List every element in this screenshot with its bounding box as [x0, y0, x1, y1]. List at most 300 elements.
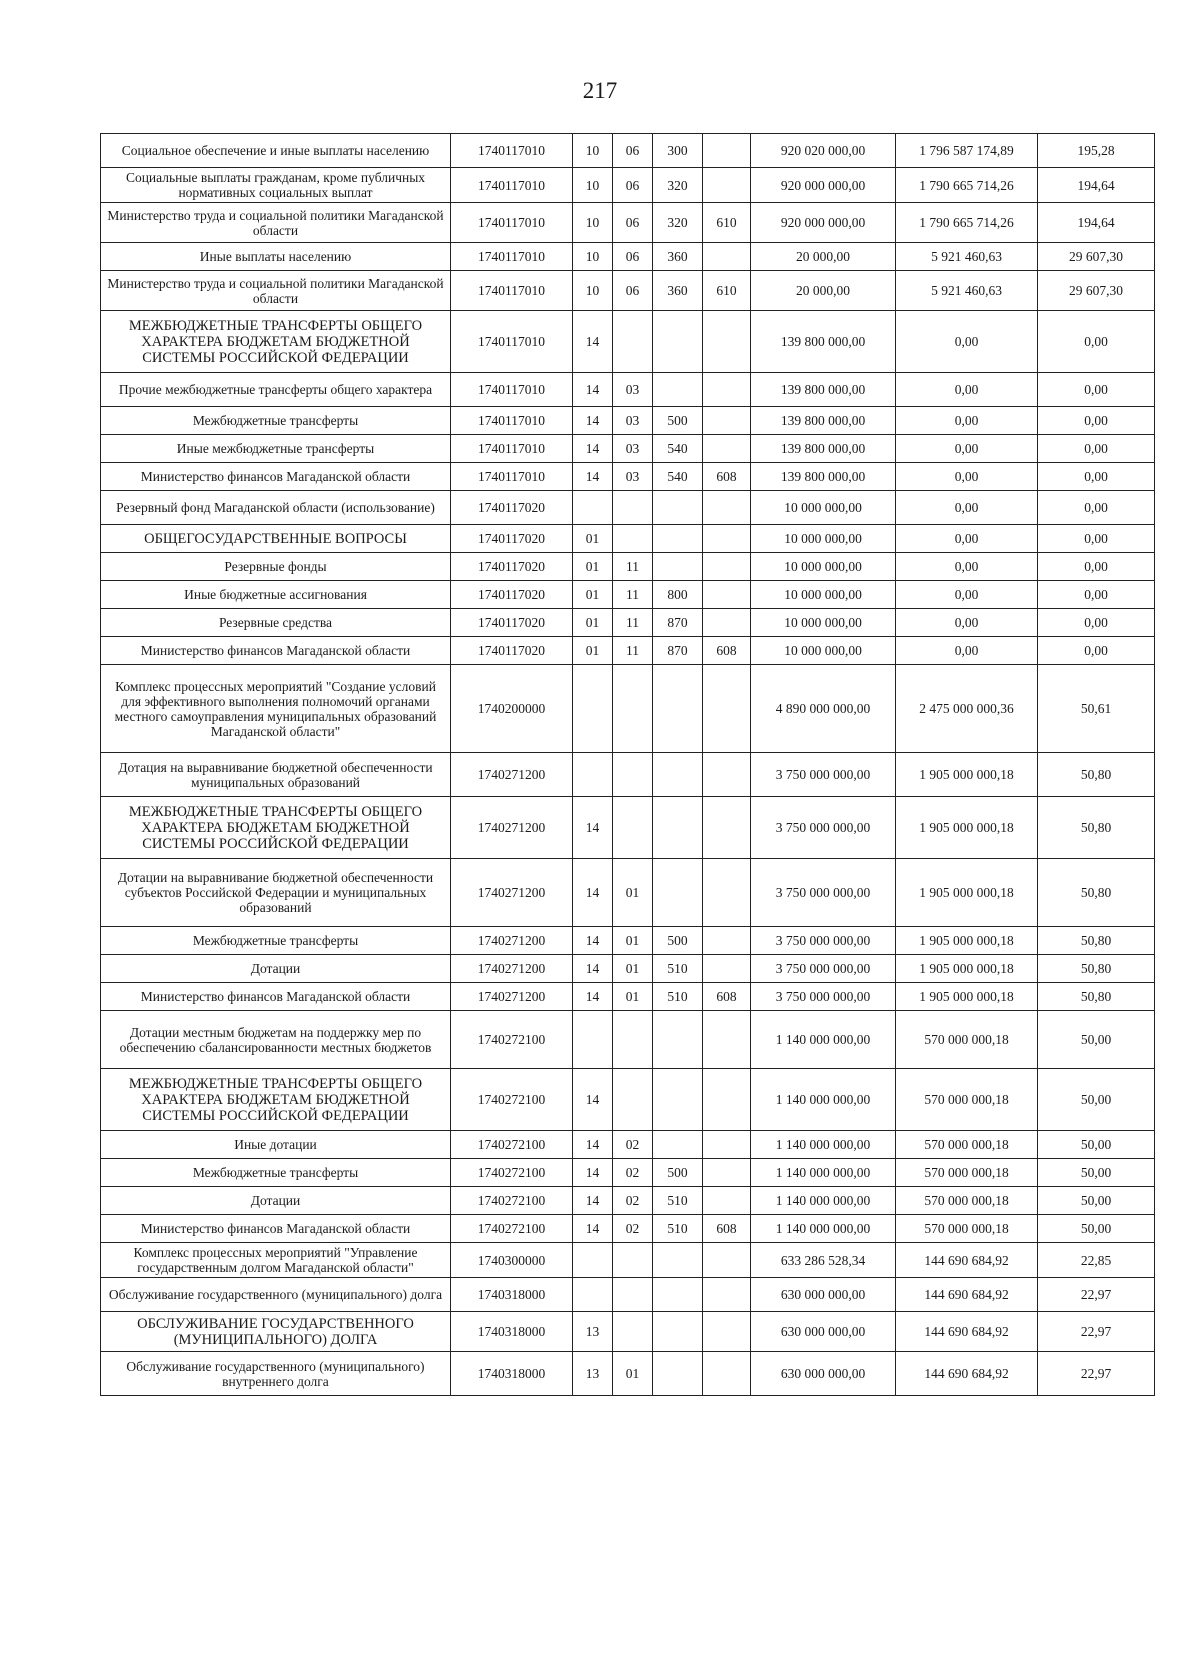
- cell-administrator: [703, 753, 751, 797]
- cell-subsection: 06: [613, 134, 653, 168]
- cell-actual: 570 000 000,18: [896, 1131, 1038, 1159]
- cell-expense-type: 500: [653, 1159, 703, 1187]
- cell-administrator: [703, 609, 751, 637]
- cell-target-article: 1740271200: [451, 859, 573, 927]
- cell-target-article: 1740272100: [451, 1011, 573, 1069]
- cell-name: Резервный фонд Магаданской области (использование): [101, 491, 451, 525]
- cell-expense-type: 360: [653, 243, 703, 271]
- cell-administrator: [703, 927, 751, 955]
- cell-subsection: 01: [613, 1352, 653, 1396]
- cell-percent: 0,00: [1038, 407, 1155, 435]
- cell-section: 01: [573, 637, 613, 665]
- cell-section: 14: [573, 1159, 613, 1187]
- cell-percent: 0,00: [1038, 373, 1155, 407]
- cell-administrator: [703, 311, 751, 373]
- cell-actual: 1 905 000 000,18: [896, 859, 1038, 927]
- cell-expense-type: [653, 1243, 703, 1278]
- cell-administrator: [703, 435, 751, 463]
- table-row: [101, 1187, 1155, 1215]
- cell-percent: 0,00: [1038, 463, 1155, 491]
- table-row: [101, 797, 1155, 859]
- table-row: [101, 407, 1155, 435]
- cell-target-article: 1740117010: [451, 463, 573, 491]
- cell-section: 13: [573, 1352, 613, 1396]
- cell-plan: 633 286 528,34: [751, 1243, 896, 1278]
- cell-name: Межбюджетные трансферты: [101, 407, 451, 435]
- cell-subsection: 11: [613, 609, 653, 637]
- table-row: [101, 1069, 1155, 1131]
- page-number: 217: [582, 78, 618, 103]
- budget-table: [100, 133, 1155, 1396]
- cell-actual: 0,00: [896, 581, 1038, 609]
- cell-subsection: 02: [613, 1159, 653, 1187]
- cell-plan: 139 800 000,00: [751, 407, 896, 435]
- table-row: [101, 983, 1155, 1011]
- cell-administrator: [703, 581, 751, 609]
- table-row: [101, 463, 1155, 491]
- cell-section: 14: [573, 1069, 613, 1131]
- cell-plan: 10 000 000,00: [751, 581, 896, 609]
- cell-administrator: [703, 525, 751, 553]
- cell-administrator: [703, 1187, 751, 1215]
- cell-actual: 1 790 665 714,26: [896, 203, 1038, 243]
- cell-percent: 50,61: [1038, 665, 1155, 753]
- cell-administrator: [703, 134, 751, 168]
- cell-name: Прочие межбюджетные трансферты общего характера: [101, 373, 451, 407]
- cell-section: 14: [573, 1187, 613, 1215]
- cell-expense-type: [653, 525, 703, 553]
- cell-administrator: [703, 1352, 751, 1396]
- cell-expense-type: 320: [653, 168, 703, 203]
- cell-expense-type: 800: [653, 581, 703, 609]
- cell-percent: 50,80: [1038, 983, 1155, 1011]
- cell-subsection: [613, 665, 653, 753]
- cell-percent: 0,00: [1038, 491, 1155, 525]
- cell-section: 10: [573, 203, 613, 243]
- cell-expense-type: 320: [653, 203, 703, 243]
- cell-section: 14: [573, 1215, 613, 1243]
- cell-expense-type: 540: [653, 435, 703, 463]
- table-row: [101, 134, 1155, 168]
- cell-actual: 2 475 000 000,36: [896, 665, 1038, 753]
- cell-plan: 1 140 000 000,00: [751, 1131, 896, 1159]
- cell-plan: 20 000,00: [751, 271, 896, 311]
- cell-actual: 0,00: [896, 311, 1038, 373]
- cell-expense-type: 500: [653, 927, 703, 955]
- cell-target-article: 1740272100: [451, 1215, 573, 1243]
- cell-expense-type: [653, 1352, 703, 1396]
- table-row: [101, 859, 1155, 927]
- cell-subsection: 02: [613, 1187, 653, 1215]
- cell-target-article: 1740318000: [451, 1278, 573, 1312]
- cell-target-article: 1740117010: [451, 407, 573, 435]
- cell-subsection: 11: [613, 581, 653, 609]
- cell-percent: 22,85: [1038, 1243, 1155, 1278]
- cell-plan: 3 750 000 000,00: [751, 859, 896, 927]
- table-row: [101, 753, 1155, 797]
- cell-actual: 570 000 000,18: [896, 1069, 1038, 1131]
- cell-actual: 0,00: [896, 637, 1038, 665]
- cell-name: МЕЖБЮДЖЕТНЫЕ ТРАНСФЕРТЫ ОБЩЕГО ХАРАКТЕРА БЮДЖЕТАМ БЮДЖЕТНОЙ СИСТЕМЫ РОССИЙСКОЙ ФЕДЕРАЦИИ: [101, 1069, 451, 1131]
- cell-percent: 50,80: [1038, 859, 1155, 927]
- cell-plan: 1 140 000 000,00: [751, 1215, 896, 1243]
- cell-name: Министерство финансов Магаданской области: [101, 1215, 451, 1243]
- cell-administrator: [703, 1069, 751, 1131]
- cell-subsection: 01: [613, 859, 653, 927]
- cell-plan: 1 140 000 000,00: [751, 1187, 896, 1215]
- cell-plan: 630 000 000,00: [751, 1352, 896, 1396]
- cell-subsection: [613, 311, 653, 373]
- table-row: [101, 491, 1155, 525]
- cell-actual: 0,00: [896, 463, 1038, 491]
- cell-subsection: 06: [613, 271, 653, 311]
- cell-target-article: 1740200000: [451, 665, 573, 753]
- cell-percent: 0,00: [1038, 609, 1155, 637]
- cell-expense-type: 540: [653, 463, 703, 491]
- cell-section: 01: [573, 581, 613, 609]
- cell-subsection: 02: [613, 1215, 653, 1243]
- cell-name: Иные выплаты населению: [101, 243, 451, 271]
- cell-target-article: 1740117010: [451, 435, 573, 463]
- cell-administrator: [703, 1312, 751, 1352]
- cell-percent: 22,97: [1038, 1278, 1155, 1312]
- cell-percent: 195,28: [1038, 134, 1155, 168]
- cell-actual: 1 905 000 000,18: [896, 797, 1038, 859]
- cell-administrator: [703, 1131, 751, 1159]
- cell-subsection: 03: [613, 435, 653, 463]
- cell-name: Межбюджетные трансферты: [101, 927, 451, 955]
- table-row: [101, 1011, 1155, 1069]
- cell-section: 14: [573, 983, 613, 1011]
- cell-subsection: 06: [613, 168, 653, 203]
- cell-expense-type: [653, 859, 703, 927]
- cell-administrator: [703, 1159, 751, 1187]
- cell-actual: 144 690 684,92: [896, 1352, 1038, 1396]
- cell-plan: 20 000,00: [751, 243, 896, 271]
- cell-expense-type: 510: [653, 1187, 703, 1215]
- cell-section: 13: [573, 1312, 613, 1352]
- cell-administrator: 610: [703, 203, 751, 243]
- cell-target-article: 1740117010: [451, 243, 573, 271]
- cell-actual: 1 790 665 714,26: [896, 168, 1038, 203]
- cell-administrator: [703, 859, 751, 927]
- cell-target-article: 1740271200: [451, 797, 573, 859]
- cell-percent: 50,80: [1038, 955, 1155, 983]
- cell-actual: 0,00: [896, 609, 1038, 637]
- cell-percent: 194,64: [1038, 168, 1155, 203]
- cell-administrator: [703, 553, 751, 581]
- cell-section: 14: [573, 311, 613, 373]
- cell-name: Министерство финансов Магаданской области: [101, 463, 451, 491]
- cell-section: 14: [573, 927, 613, 955]
- cell-percent: 50,00: [1038, 1011, 1155, 1069]
- cell-target-article: 1740117010: [451, 168, 573, 203]
- cell-plan: 1 140 000 000,00: [751, 1069, 896, 1131]
- table-row: [101, 271, 1155, 311]
- cell-actual: 5 921 460,63: [896, 271, 1038, 311]
- cell-target-article: 1740117020: [451, 553, 573, 581]
- cell-section: [573, 491, 613, 525]
- cell-section: 10: [573, 168, 613, 203]
- cell-plan: 10 000 000,00: [751, 553, 896, 581]
- cell-actual: 0,00: [896, 435, 1038, 463]
- cell-plan: 630 000 000,00: [751, 1312, 896, 1352]
- cell-percent: 29 607,30: [1038, 243, 1155, 271]
- cell-section: [573, 665, 613, 753]
- cell-target-article: 1740271200: [451, 753, 573, 797]
- cell-target-article: 1740271200: [451, 983, 573, 1011]
- cell-section: [573, 1011, 613, 1069]
- table-row: [101, 637, 1155, 665]
- cell-target-article: 1740318000: [451, 1312, 573, 1352]
- cell-target-article: 1740117020: [451, 581, 573, 609]
- cell-name: Межбюджетные трансферты: [101, 1159, 451, 1187]
- cell-plan: 1 140 000 000,00: [751, 1011, 896, 1069]
- cell-name: Социальные выплаты гражданам, кроме публичных нормативных социальных выплат: [101, 168, 451, 203]
- cell-section: 14: [573, 859, 613, 927]
- cell-actual: 1 905 000 000,18: [896, 983, 1038, 1011]
- cell-actual: 0,00: [896, 525, 1038, 553]
- cell-actual: 1 796 587 174,89: [896, 134, 1038, 168]
- cell-subsection: 06: [613, 203, 653, 243]
- cell-name: Комплекс процессных мероприятий "Создание условий для эффективного выполнения полномочий органами местного самоуправления муниципальных образований Магаданской области": [101, 665, 451, 753]
- cell-actual: 144 690 684,92: [896, 1312, 1038, 1352]
- cell-name: Иные межбюджетные трансферты: [101, 435, 451, 463]
- table-row: [101, 955, 1155, 983]
- cell-percent: 50,00: [1038, 1187, 1155, 1215]
- cell-percent: 50,00: [1038, 1069, 1155, 1131]
- cell-plan: 3 750 000 000,00: [751, 797, 896, 859]
- cell-name: Министерство финансов Магаданской области: [101, 637, 451, 665]
- cell-plan: 3 750 000 000,00: [751, 927, 896, 955]
- cell-percent: 0,00: [1038, 553, 1155, 581]
- cell-actual: 0,00: [896, 553, 1038, 581]
- cell-plan: 139 800 000,00: [751, 463, 896, 491]
- cell-subsection: 03: [613, 373, 653, 407]
- cell-plan: 10 000 000,00: [751, 609, 896, 637]
- cell-plan: 3 750 000 000,00: [751, 753, 896, 797]
- cell-target-article: 1740117020: [451, 637, 573, 665]
- cell-administrator: [703, 407, 751, 435]
- cell-actual: 5 921 460,63: [896, 243, 1038, 271]
- table-row: [101, 1352, 1155, 1396]
- cell-name: Дотация на выравнивание бюджетной обеспеченности муниципальных образований: [101, 753, 451, 797]
- cell-percent: 50,00: [1038, 1215, 1155, 1243]
- cell-actual: 0,00: [896, 373, 1038, 407]
- cell-expense-type: [653, 553, 703, 581]
- cell-name: МЕЖБЮДЖЕТНЫЕ ТРАНСФЕРТЫ ОБЩЕГО ХАРАКТЕРА БЮДЖЕТАМ БЮДЖЕТНОЙ СИСТЕМЫ РОССИЙСКОЙ ФЕДЕРАЦИИ: [101, 797, 451, 859]
- cell-percent: 0,00: [1038, 637, 1155, 665]
- cell-section: [573, 1243, 613, 1278]
- table-row: [101, 525, 1155, 553]
- cell-percent: 0,00: [1038, 435, 1155, 463]
- table-row: [101, 311, 1155, 373]
- cell-name: Дотации: [101, 955, 451, 983]
- cell-target-article: 1740272100: [451, 1187, 573, 1215]
- cell-expense-type: 510: [653, 983, 703, 1011]
- cell-actual: 570 000 000,18: [896, 1215, 1038, 1243]
- cell-actual: 570 000 000,18: [896, 1187, 1038, 1215]
- cell-section: 01: [573, 553, 613, 581]
- cell-expense-type: 500: [653, 407, 703, 435]
- cell-expense-type: 360: [653, 271, 703, 311]
- cell-percent: 22,97: [1038, 1312, 1155, 1352]
- cell-plan: 139 800 000,00: [751, 311, 896, 373]
- cell-expense-type: [653, 311, 703, 373]
- cell-target-article: 1740117010: [451, 134, 573, 168]
- cell-section: 14: [573, 955, 613, 983]
- cell-target-article: 1740272100: [451, 1069, 573, 1131]
- cell-administrator: [703, 243, 751, 271]
- cell-name: Обслуживание государственного (муниципального) внутреннего долга: [101, 1352, 451, 1396]
- cell-administrator: 608: [703, 463, 751, 491]
- cell-actual: 0,00: [896, 491, 1038, 525]
- cell-subsection: [613, 753, 653, 797]
- cell-percent: 0,00: [1038, 525, 1155, 553]
- table-body: [101, 134, 1155, 1396]
- cell-plan: 920 000 000,00: [751, 168, 896, 203]
- cell-target-article: 1740117010: [451, 373, 573, 407]
- cell-expense-type: [653, 1312, 703, 1352]
- table-row: [101, 927, 1155, 955]
- cell-subsection: 01: [613, 983, 653, 1011]
- cell-section: 14: [573, 373, 613, 407]
- cell-name: Дотации: [101, 1187, 451, 1215]
- cell-expense-type: [653, 797, 703, 859]
- cell-section: 01: [573, 525, 613, 553]
- cell-name: Министерство финансов Магаданской области: [101, 983, 451, 1011]
- cell-subsection: 11: [613, 637, 653, 665]
- table-row: [101, 1159, 1155, 1187]
- cell-administrator: 610: [703, 271, 751, 311]
- cell-target-article: 1740318000: [451, 1352, 573, 1396]
- cell-percent: 50,80: [1038, 797, 1155, 859]
- cell-name: Комплекс процессных мероприятий "Управление государственным долгом Магаданской области": [101, 1243, 451, 1278]
- cell-name: Министерство труда и социальной политики Магаданской области: [101, 203, 451, 243]
- cell-actual: 1 905 000 000,18: [896, 753, 1038, 797]
- cell-expense-type: [653, 1278, 703, 1312]
- cell-administrator: [703, 1278, 751, 1312]
- table-row: [101, 665, 1155, 753]
- cell-plan: 3 750 000 000,00: [751, 983, 896, 1011]
- cell-target-article: 1740117010: [451, 203, 573, 243]
- cell-section: 14: [573, 463, 613, 491]
- cell-plan: 630 000 000,00: [751, 1278, 896, 1312]
- cell-target-article: 1740272100: [451, 1159, 573, 1187]
- cell-subsection: [613, 797, 653, 859]
- cell-name: Иные дотации: [101, 1131, 451, 1159]
- cell-administrator: 608: [703, 637, 751, 665]
- cell-target-article: 1740117010: [451, 271, 573, 311]
- cell-section: 14: [573, 1131, 613, 1159]
- cell-administrator: [703, 1243, 751, 1278]
- cell-subsection: 03: [613, 407, 653, 435]
- cell-expense-type: [653, 1069, 703, 1131]
- cell-percent: 194,64: [1038, 203, 1155, 243]
- cell-administrator: [703, 665, 751, 753]
- table-row: [101, 168, 1155, 203]
- cell-section: 14: [573, 797, 613, 859]
- cell-administrator: [703, 955, 751, 983]
- cell-administrator: 608: [703, 1215, 751, 1243]
- cell-section: 10: [573, 271, 613, 311]
- table-row: [101, 435, 1155, 463]
- cell-target-article: 1740271200: [451, 955, 573, 983]
- cell-subsection: 01: [613, 927, 653, 955]
- cell-expense-type: 510: [653, 955, 703, 983]
- cell-expense-type: [653, 1131, 703, 1159]
- cell-name: МЕЖБЮДЖЕТНЫЕ ТРАНСФЕРТЫ ОБЩЕГО ХАРАКТЕРА БЮДЖЕТАМ БЮДЖЕТНОЙ СИСТЕМЫ РОССИЙСКОЙ ФЕДЕРАЦИИ: [101, 311, 451, 373]
- table-row: [101, 1215, 1155, 1243]
- cell-administrator: [703, 491, 751, 525]
- cell-plan: 920 020 000,00: [751, 134, 896, 168]
- cell-subsection: 03: [613, 463, 653, 491]
- table-row: [101, 1278, 1155, 1312]
- cell-percent: 0,00: [1038, 581, 1155, 609]
- table-row: [101, 373, 1155, 407]
- cell-subsection: [613, 525, 653, 553]
- cell-section: [573, 1278, 613, 1312]
- table-row: [101, 553, 1155, 581]
- cell-administrator: [703, 1011, 751, 1069]
- cell-section: 14: [573, 407, 613, 435]
- cell-percent: 22,97: [1038, 1352, 1155, 1396]
- cell-target-article: 1740300000: [451, 1243, 573, 1278]
- cell-expense-type: [653, 1011, 703, 1069]
- cell-plan: 139 800 000,00: [751, 373, 896, 407]
- table-row: [101, 609, 1155, 637]
- cell-actual: 570 000 000,18: [896, 1159, 1038, 1187]
- table-row: [101, 1243, 1155, 1278]
- cell-plan: 920 000 000,00: [751, 203, 896, 243]
- cell-administrator: [703, 373, 751, 407]
- cell-name: Дотации местным бюджетам на поддержку мер по обеспечению сбалансированности местных бюджетов: [101, 1011, 451, 1069]
- cell-name: ОБЩЕГОСУДАРСТВЕННЫЕ ВОПРОСЫ: [101, 525, 451, 553]
- cell-expense-type: 510: [653, 1215, 703, 1243]
- cell-plan: 4 890 000 000,00: [751, 665, 896, 753]
- cell-target-article: 1740271200: [451, 927, 573, 955]
- cell-name: ОБСЛУЖИВАНИЕ ГОСУДАРСТВЕННОГО (МУНИЦИПАЛЬНОГО) ДОЛГА: [101, 1312, 451, 1352]
- cell-expense-type: [653, 753, 703, 797]
- cell-name: Дотации на выравнивание бюджетной обеспеченности субъектов Российской Федерации и муниципальных образований: [101, 859, 451, 927]
- cell-expense-type: [653, 665, 703, 753]
- cell-name: Социальное обеспечение и иные выплаты населению: [101, 134, 451, 168]
- cell-percent: 50,00: [1038, 1159, 1155, 1187]
- cell-administrator: [703, 797, 751, 859]
- cell-percent: 0,00: [1038, 311, 1155, 373]
- cell-subsection: [613, 1312, 653, 1352]
- cell-actual: 0,00: [896, 407, 1038, 435]
- cell-target-article: 1740117020: [451, 491, 573, 525]
- cell-section: 10: [573, 134, 613, 168]
- cell-subsection: [613, 1278, 653, 1312]
- table-row: [101, 1312, 1155, 1352]
- cell-plan: 139 800 000,00: [751, 435, 896, 463]
- cell-subsection: [613, 1069, 653, 1131]
- cell-subsection: 01: [613, 955, 653, 983]
- cell-plan: 1 140 000 000,00: [751, 1159, 896, 1187]
- cell-percent: 50,80: [1038, 753, 1155, 797]
- cell-actual: 1 905 000 000,18: [896, 927, 1038, 955]
- cell-expense-type: 300: [653, 134, 703, 168]
- cell-actual: 1 905 000 000,18: [896, 955, 1038, 983]
- cell-subsection: [613, 1243, 653, 1278]
- cell-section: 14: [573, 435, 613, 463]
- cell-section: 01: [573, 609, 613, 637]
- cell-plan: 10 000 000,00: [751, 491, 896, 525]
- cell-plan: 10 000 000,00: [751, 637, 896, 665]
- cell-name: Иные бюджетные ассигнования: [101, 581, 451, 609]
